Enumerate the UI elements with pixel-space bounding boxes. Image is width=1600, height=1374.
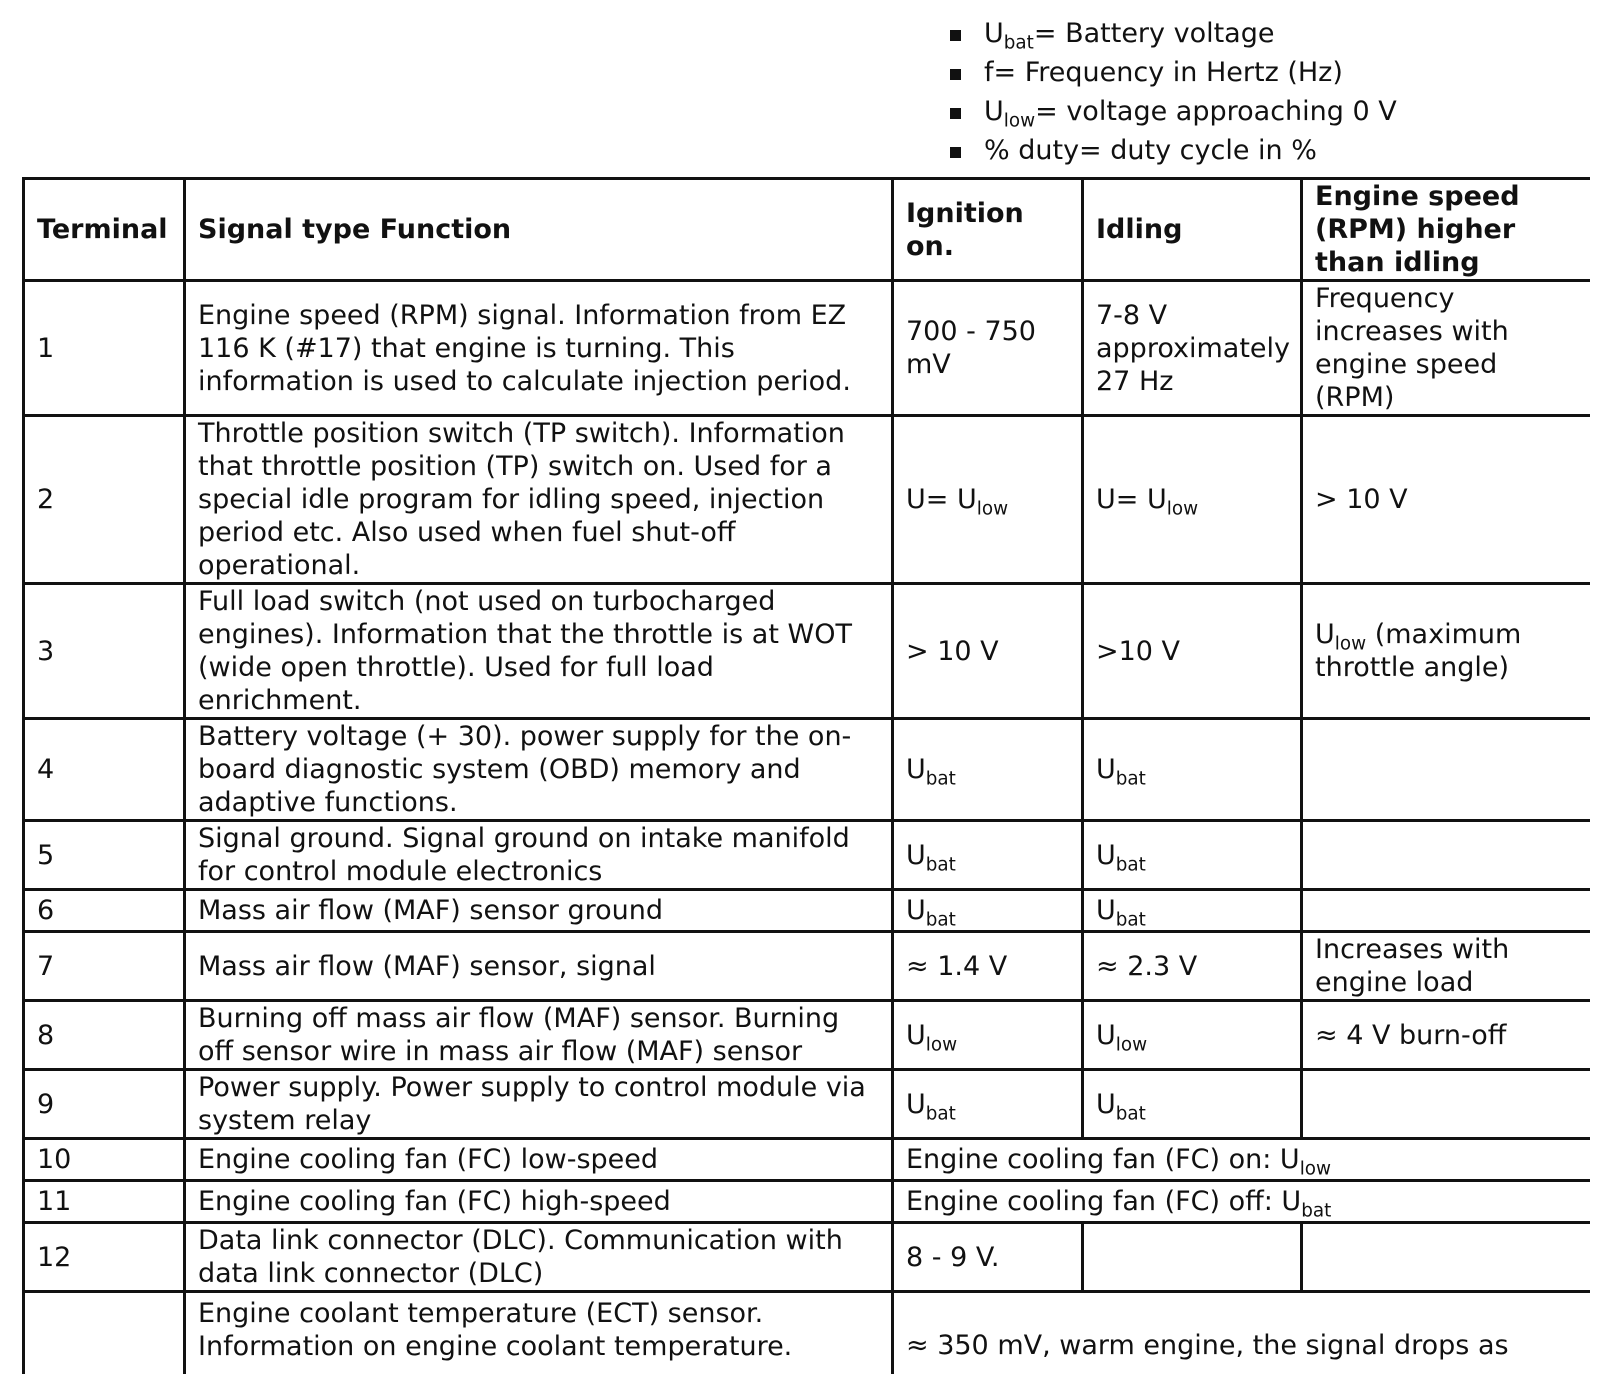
value-subscript: low [1334,633,1367,655]
cell-terminal: 1 [24,281,185,416]
cell-function: Burning off mass air flow (MAF) sensor. Burning off sensor wire in mass air flow (MAF) sensor [185,1001,893,1070]
cell-idling: ≈ 2.3 V [1083,932,1302,1001]
cell-idling [1083,416,1302,584]
cell-ignition: 700 - 750 mV [893,281,1083,416]
cell-idling [1083,1223,1302,1292]
cell-higher: > 10 V [1302,416,1591,584]
table-row [24,1292,1591,1374]
legend-text: % duty= duty cycle in % [984,135,1317,166]
cell-higher: Increases with engine load [1302,932,1591,1001]
cell-ignition: 8 - 9 V. [893,1223,1083,1292]
cell-function: Engine speed (RPM) signal. Information from EZ 116 K (#17) that engine is turning. This information is used to calculate injection period. [185,281,893,416]
value-subscript: low [976,498,1009,520]
cell-terminal: 12 [24,1223,185,1292]
terminal-table-wrapper [22,177,1590,1374]
cell-higher [1302,584,1591,719]
value-text: U [1315,619,1335,650]
table-row [24,1181,1591,1223]
legend-item-duty [948,131,1397,170]
value-subscript: bat [1115,768,1146,790]
table-row [24,416,1591,584]
value-subscript: low [1166,498,1199,520]
legend-item-ulow [948,92,1397,131]
table-row [24,1139,1591,1181]
value-subscript: bat [925,1102,956,1124]
value-text: U= U [906,484,977,515]
cell-function: Engine cooling fan (FC) low-speed [185,1139,893,1181]
value-subscript: bat [1115,909,1146,931]
header-higher: Engine speed (RPM) higher than idling [1302,179,1591,281]
value-subscript: low [1115,1033,1148,1055]
cell-terminal: 2 [24,416,185,584]
cell-higher [1302,821,1591,890]
value-text: U [1096,1019,1116,1051]
cell-terminal [24,1292,185,1374]
value-subscript: bat [925,853,956,875]
cell-function: Power supply. Power supply to control module via system relay [185,1070,893,1139]
value-text: U [1096,895,1116,926]
cell-idling [1083,1001,1302,1070]
cell-higher [1302,1070,1591,1139]
value-text: U [906,754,926,785]
cell-higher: ≈ 4 V burn-off [1302,1001,1591,1070]
cell-function: Signal ground. Signal ground on intake manifold for control module electronics [185,821,893,890]
cell-terminal: 11 [24,1181,185,1223]
cell-idling [1083,1070,1302,1139]
legend-text: = voltage approaching 0 V [1035,96,1397,127]
value-text: U [906,895,926,926]
value-subscript: low [1299,1158,1332,1180]
value-subscript: bat [1301,1200,1332,1222]
cell-merged-values: ≈ 350 mV, warm engine, the signal drops as [893,1292,1591,1374]
value-text: U [1096,754,1116,785]
terminal-table [22,177,1590,1374]
table-row [24,1070,1591,1139]
cell-terminal: 4 [24,719,185,821]
cell-terminal: 10 [24,1139,185,1181]
value-subscript: bat [925,909,956,931]
legend-text: = Battery voltage [1033,18,1275,49]
cell-idling: 7-8 V approximately 27 Hz [1083,281,1302,416]
value-text: (maximum throttle angle) [1315,619,1522,683]
cell-function: Data link connector (DLC). Communication with data link connector (DLC) [185,1223,893,1292]
cell-higher [1302,890,1591,932]
table-row [24,932,1591,1001]
value-text: Engine cooling fan (FC) off: U [906,1186,1302,1217]
cell-function: Engine coolant temperature (ECT) sensor. Information on engine coolant temperature. [185,1292,893,1374]
cell-function: Mass air flow (MAF) sensor ground [185,890,893,932]
value-subscript: low [925,1033,958,1055]
cell-ignition: ≈ 1.4 V [893,932,1083,1001]
value-text: U [1096,1088,1116,1120]
table-row [24,719,1591,821]
table-row [24,821,1591,890]
cell-idling [1083,821,1302,890]
header-idling: Idling [1083,179,1302,281]
cell-ignition: > 10 V [893,584,1083,719]
value-text: U [906,1088,926,1120]
cell-function: Engine cooling fan (FC) high-speed [185,1181,893,1223]
cell-function: Throttle position switch (TP switch). Information that throttle position (TP) switch on. Used for a special idle program for idling speed, injection period etc. Also used when fuel shut-off operational. [185,416,893,584]
cell-higher: Frequency increases with engine speed (RPM) [1302,281,1591,416]
table-row [24,1223,1591,1292]
cell-terminal: 8 [24,1001,185,1070]
cell-idling [1083,719,1302,821]
cell-terminal: 7 [24,932,185,1001]
cell-function: Full load switch (not used on turbocharged engines). Information that the throttle is at WOT (wide open throttle). Used for full load enrichment. [185,584,893,719]
header-terminal: Terminal [24,179,185,281]
cell-merged-values [893,1181,1591,1223]
cell-terminal: 6 [24,890,185,932]
legend-subscript: bat [1003,32,1034,54]
value-subscript: bat [925,768,956,790]
value-text: U [906,1019,926,1051]
cell-merged-values [893,1139,1591,1181]
legend-item-frequency [948,53,1397,92]
legend-list [948,14,1397,170]
legend-text: f= Frequency in Hertz (Hz) [984,57,1343,88]
cell-function: Battery voltage (+ 30). power supply for the on-board diagnostic system (OBD) memory and adaptive functions. [185,719,893,821]
cell-idling: >10 V [1083,584,1302,719]
table-row [24,281,1591,416]
value-text: U= U [1096,484,1167,515]
cell-terminal: 5 [24,821,185,890]
header-ignition: Ignition on. [893,179,1083,281]
value-subscript: bat [1115,1102,1146,1124]
cell-function: Mass air flow (MAF) sensor, signal [185,932,893,1001]
value-text: U [1096,839,1116,871]
value-text: U [906,839,926,871]
cell-ignition [893,416,1083,584]
cell-ignition [893,821,1083,890]
legend-subscript: low [1003,110,1036,132]
cell-ignition [893,890,1083,932]
table-row [24,1001,1591,1070]
cell-higher [1302,719,1591,821]
cell-ignition [893,1070,1083,1139]
cell-ignition [893,719,1083,821]
cell-ignition [893,1001,1083,1070]
cell-terminal: 9 [24,1070,185,1139]
cell-higher [1302,1223,1591,1292]
value-text: Engine cooling fan (FC) on: U [906,1144,1300,1175]
cell-terminal: 3 [24,584,185,719]
legend-symbol: U [984,18,1004,49]
value-subscript: bat [1115,853,1146,875]
cell-idling [1083,890,1302,932]
legend-symbol: U [984,96,1004,127]
legend-item-ubat [948,14,1397,53]
header-function: Signal type Function [185,179,893,281]
table-row [24,890,1591,932]
table-row [24,584,1591,719]
table-header-row [24,179,1591,281]
